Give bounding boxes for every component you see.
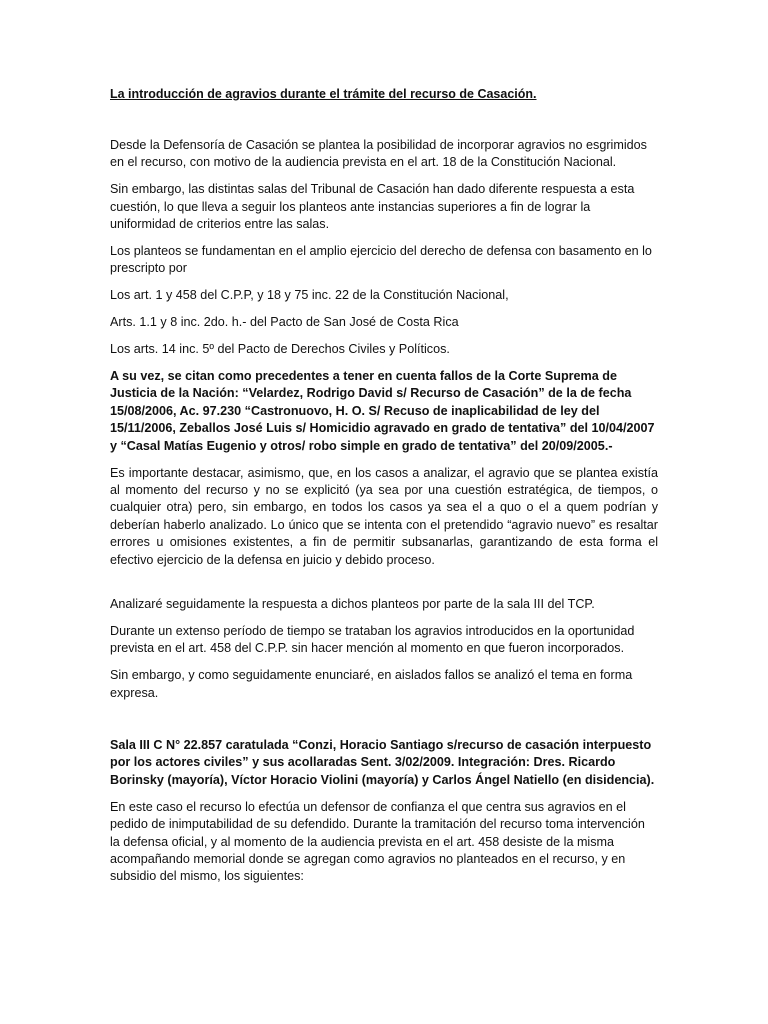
paragraph-case-detail: En este caso el recurso lo efectúa un defensor de confianza el que centra sus agravios en el pedido de inimputabilidad de su defendido. Durante la tramitación del recurso toma intervención la defensa oficial, y al momento de la audiencia prevista en el art. 458 desiste de la misma acompañando memorial donde se agregan como agravios no planteados en el recurso, y en subsidio del mismo, los siguientes: xyxy=(110,799,645,884)
paragraph-analisis-sala-iii: Analizaré seguidamente la respuesta a dichos planteos por parte de la sala III del TCP. xyxy=(110,597,595,612)
document-page xyxy=(110,86,658,895)
paragraph-precedentes: A su vez, se citan como precedentes a tener en cuenta fallos de la Corte Suprema de Justicia de la Nación: “Velardez, Rodrigo David s/ Recurso de Casación” de la de fecha 15/08/2006, Ac. 97.230 “Castronuovo, H. O. S/ Recuso de inaplicabilidad de ley del 15/11/2006, Zeballos José Luis s/ Homicidio agravado en grado de tentativa” del 10/04/2007 y “Casal Matías Eugenio y otros/ robo simple en grado de tentativa” del 20/09/2005.- xyxy=(110,369,655,453)
paragraph-fundamentos: Los planteos se fundamentan en el amplio ejercicio del derecho de defensa con basamento en lo prescripto por xyxy=(110,244,652,276)
paragraph-importante: Es importante destacar, asimismo, que, en los casos a analizar, el agravio que se plantea existía al momento del recurso y no se explicitó (ya sea por una cuestión estratégica, de tiempos, o cualquier otra) pero, sin embargo, en todos los casos ya sea el a quo o el a quem podrían y deberían haberlo analizado. Lo único que se intenta con el pretendido “agravio nuevo” es resaltar errores u omisiones existentes, a fin de permitir subsanarlas, garantizando de esta forma el efectivo ejercicio de la defensa en juicio y debido proceso. xyxy=(110,465,658,567)
paragraph-pacto-derechos: Los arts. 14 inc. 5º del Pacto de Derechos Civiles y Políticos. xyxy=(110,342,450,357)
paragraph-cpp-articles: Los art. 1 y 458 del C.P.P, y 18 y 75 inc. 22 de la Constitución Nacional, xyxy=(110,288,509,303)
paragraph-salas: Sin embargo, las distintas salas del Tribunal de Casación han dado diferente respuesta a esta cuestión, lo que lleva a seguir los planteos ante instancias superiores a fin de lograr la uniformidad de criterios entre las salas. xyxy=(110,182,635,232)
paragraph-periodo: Durante un extenso período de tiempo se trataban los agravios introducidos en la oportunidad prevista en el art. 458 del C.P.P. sin hacer mención al momento en que fueron incorporados. xyxy=(110,623,635,656)
paragraph-pacto-costa-rica: Arts. 1.1 y 8 inc. 2do. h.- del Pacto de San José de Costa Rica xyxy=(110,315,459,330)
document-title: La introducción de agravios durante el trámite del recurso de Casación. xyxy=(110,87,537,101)
paragraph-sin-embargo: Sin embargo, y como seguidamente enunciaré, en aislados fallos se analizó el tema en forma expresa. xyxy=(110,668,633,700)
paragraph-intro: Desde la Defensoría de Casación se plantea la posibilidad de incorporar agravios no esgrimidos en el recurso, con motivo de la audiencia prevista en el art. 18 de la Constitución Nacional. xyxy=(110,138,647,170)
paragraph-sala-iii-case: Sala III C N° 22.857 caratulada “Conzi, Horacio Santiago s/recurso de casación interpuesto por los actores civiles” y sus acollaradas Sent. 3/02/2009. Integración: Dres. Ricardo Borinsky (mayoría), Víctor Horacio Violini (mayoría) y Carlos Ángel Natiello (en disidencia). xyxy=(110,738,655,787)
